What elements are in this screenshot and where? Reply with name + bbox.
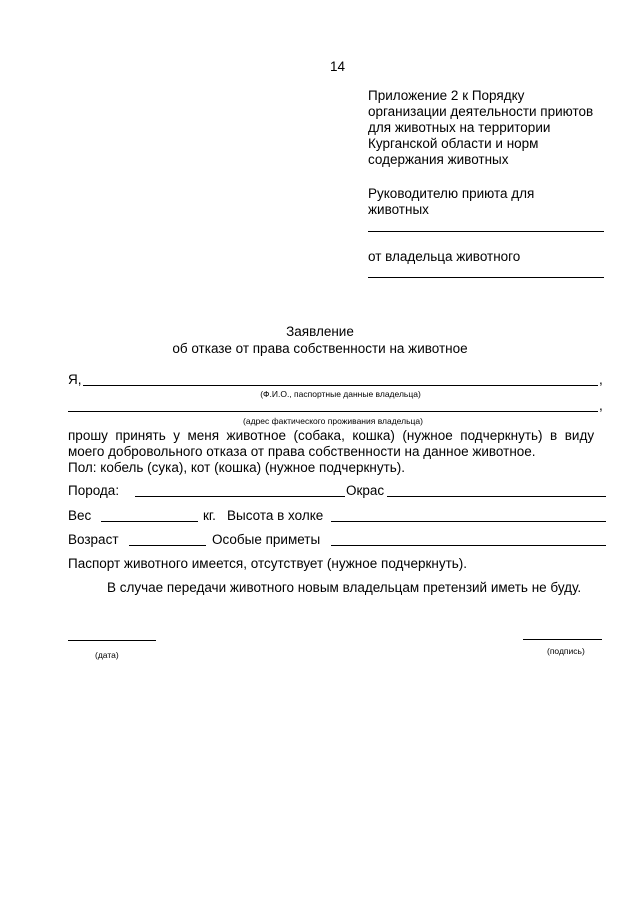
date-blank-line [68,640,156,641]
marks-blank-line [331,545,606,546]
height-label: Высота в холке [227,508,324,523]
body-line-1: прошу принять у меня животное (собака, кошка) (нужное подчеркнуть) в виду [68,428,595,443]
annex-line-4: Курганской области и норм [368,136,539,151]
addressee-blank-line [368,231,604,232]
passport-line: Паспорт животного имеется, отсутствует (нужное подчеркнуть). [68,556,468,571]
fio-blank-line [83,385,598,386]
weight-label: Вес [68,508,92,523]
body-line-2: моего добровольного отказа от права собственности на данное животное. [68,444,536,459]
page-number: 14 [330,59,346,74]
marks-label: Особые приметы [212,532,321,547]
addressee-line-2: животных [368,202,429,217]
document-subtitle: об отказе от права собственности на животное [172,341,468,356]
weight-blank-line [101,521,198,522]
fio-comma: , [599,372,603,387]
color-blank-line [387,496,606,497]
signature-blank-line [523,639,602,640]
address-hint: (адрес фактического проживания владельца) [243,416,423,426]
fio-hint: (Ф.И.О., паспортные данные владельца) [260,389,421,399]
annex-line-3: для животных на территории [368,120,551,135]
annex-line-1: Приложение 2 к Порядку [368,88,525,103]
address-comma: , [599,398,603,413]
i-prefix: Я, [68,372,82,387]
owner-blank-line [368,277,604,278]
breed-label: Порода: [68,483,120,498]
age-blank-line [129,545,206,546]
claim-line: В случае передачи животного новым владельцам претензий иметь не буду. [107,580,582,595]
color-label: Окрас [346,483,385,498]
address-blank-line [68,411,598,412]
breed-blank-line [135,496,345,497]
kg-label: кг. [203,508,216,523]
age-label: Возраст [68,532,119,547]
annex-line-5: содержания животных [368,152,509,167]
addressee-line-1: Руководителю приюта для [368,186,535,201]
date-label: (дата) [95,650,119,660]
annex-line-2: организации деятельности приютов [368,104,594,119]
signature-label: (подпись) [547,646,585,656]
height-blank-line [331,521,606,522]
from-owner-label: от владельца животного [368,249,521,264]
document-title: Заявление [286,324,354,339]
body-line-3: Пол: кобель (сука), кот (кошка) (нужное подчеркнуть). [68,460,406,475]
